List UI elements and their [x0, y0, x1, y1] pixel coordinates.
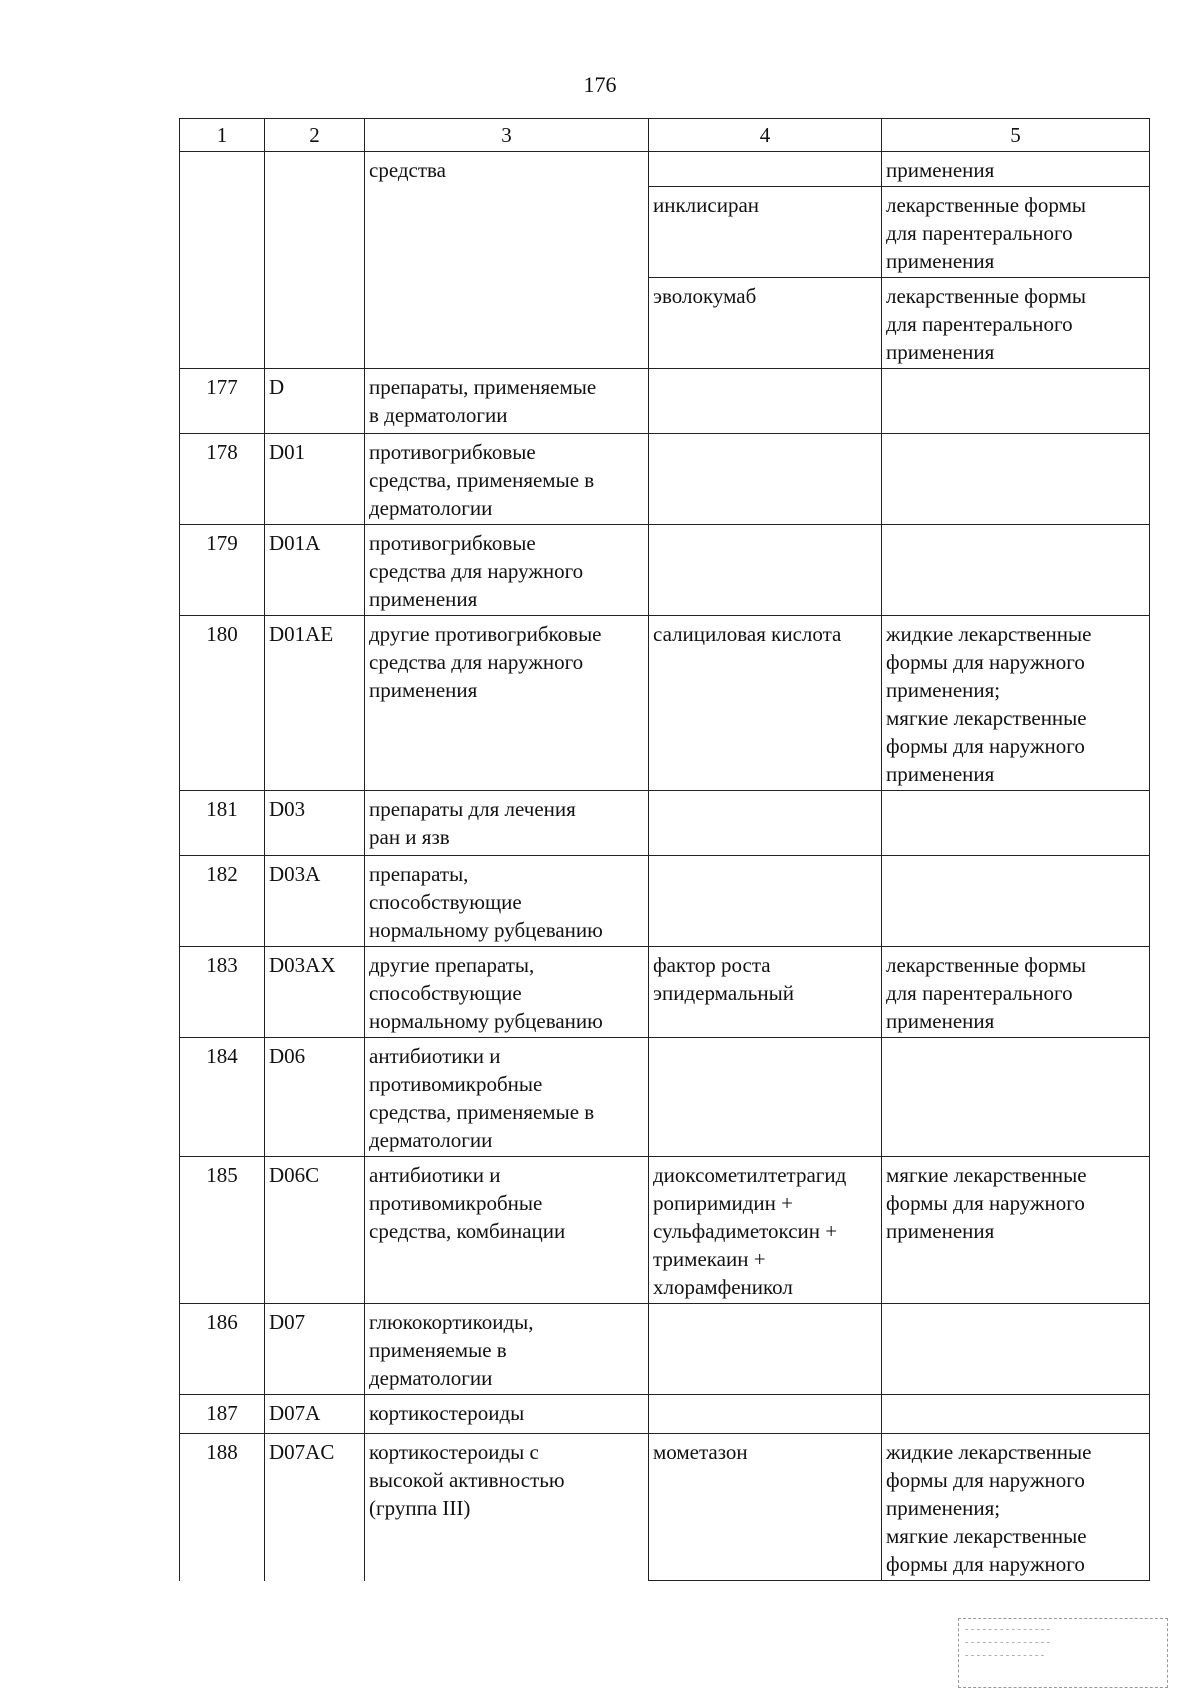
cell-drug: мометазон	[649, 1434, 882, 1581]
table-row	[180, 616, 1150, 791]
table-row	[180, 1434, 1150, 1581]
cell-code	[265, 152, 365, 369]
cell-dosage-form	[882, 369, 1150, 434]
header-cell-2: 2	[265, 119, 365, 152]
cell-number: 183	[180, 947, 265, 1038]
cell-drug: эволокумаб	[649, 278, 882, 369]
table-row	[180, 1157, 1150, 1304]
cell-code: D07AC	[265, 1434, 365, 1581]
cell-code: D01	[265, 434, 365, 525]
cell-dosage-form: жидкие лекарственные формы для наружного применения; мягкие лекарственные формы для наружного применения	[882, 616, 1150, 791]
cell-drug	[649, 525, 882, 616]
cell-dosage-form	[882, 856, 1150, 947]
cell-drug: диоксометилтетрагид ропиримидин + сульфадиметоксин + тримекаин + хлорамфеникол	[649, 1157, 882, 1304]
cell-drug: фактор роста эпидермальный	[649, 947, 882, 1038]
continuation-row	[180, 152, 1150, 187]
cell-group-name: препараты, способствующие нормальному рубцеванию	[365, 856, 649, 947]
table-header-row	[180, 119, 1150, 152]
cell-dosage-form: лекарственные формы для парентерального применения	[882, 278, 1150, 369]
header-cell-3: 3	[365, 119, 649, 152]
table-row	[180, 1304, 1150, 1395]
cell-number: 181	[180, 791, 265, 856]
cell-dosage-form	[882, 1395, 1150, 1434]
table-row	[180, 525, 1150, 616]
cell-drug	[649, 1395, 882, 1434]
cell-code: D06C	[265, 1157, 365, 1304]
cell-number: 186	[180, 1304, 265, 1395]
cell-number: 188	[180, 1434, 265, 1581]
cell-number: 180	[180, 616, 265, 791]
table-row	[180, 791, 1150, 856]
cell-group-name: препараты для лечения ран и язв	[365, 791, 649, 856]
cell-drug	[649, 1038, 882, 1157]
table-row	[180, 369, 1150, 434]
cell-code: D03A	[265, 856, 365, 947]
table-row	[180, 856, 1150, 947]
cell-drug: инклисиран	[649, 187, 882, 278]
cell-code: D	[265, 369, 365, 434]
table-row	[180, 1395, 1150, 1434]
table-row	[180, 434, 1150, 525]
cell-drug	[649, 434, 882, 525]
cell-code: D03	[265, 791, 365, 856]
cell-number: 184	[180, 1038, 265, 1157]
cell-dosage-form	[882, 1304, 1150, 1395]
cell-code: D07	[265, 1304, 365, 1395]
cell-number: 177	[180, 369, 265, 434]
cell-number: 182	[180, 856, 265, 947]
cell-code: D06	[265, 1038, 365, 1157]
cell-group-name: другие препараты, способствующие нормальному рубцеванию	[365, 947, 649, 1038]
cell-group-name: другие противогрибковые средства для наружного применения	[365, 616, 649, 791]
cell-group-name: глюкокортикоиды, применяемые в дерматологии	[365, 1304, 649, 1395]
page-number: 176	[583, 72, 617, 97]
cell-dosage-form	[882, 791, 1150, 856]
cell-dosage-form: лекарственные формы для парентерального применения	[882, 187, 1150, 278]
cell-dosage-form: мягкие лекарственные формы для наружного применения	[882, 1157, 1150, 1304]
cell-group-name: кортикостероиды	[365, 1395, 649, 1434]
cell-group-name: средства	[365, 152, 649, 369]
header-cell-5: 5	[882, 119, 1150, 152]
table-row	[180, 1038, 1150, 1157]
cell-dosage-form: лекарственные формы для парентерального применения	[882, 947, 1150, 1038]
cell-group-name: кортикостероиды с высокой активностью (группа III)	[365, 1434, 649, 1581]
cell-dosage-form	[882, 525, 1150, 616]
cell-group-name: противогрибковые средства, применяемые в дерматологии	[365, 434, 649, 525]
cell-dosage-form	[882, 434, 1150, 525]
document-stamp: - - - - - - - - - - - - - - - - - - - - - - - - - - - - - - - - - - - - - - - - - - - -	[958, 1618, 1168, 1688]
cell-group-name: антибиотики и противомикробные средства, комбинации	[365, 1157, 649, 1304]
cell-drug	[649, 1304, 882, 1395]
cell-number	[180, 152, 265, 369]
cell-code: D01A	[265, 525, 365, 616]
cell-code: D01AE	[265, 616, 365, 791]
cell-drug: салициловая кислота	[649, 616, 882, 791]
cell-group-name: противогрибковые средства для наружного применения	[365, 525, 649, 616]
cell-group-name: антибиотики и противомикробные средства, применяемые в дерматологии	[365, 1038, 649, 1157]
cell-number: 179	[180, 525, 265, 616]
cell-number: 178	[180, 434, 265, 525]
cell-dosage-form: жидкие лекарственные формы для наружного применения; мягкие лекарственные формы для наружного	[882, 1434, 1150, 1581]
header-cell-4: 4	[649, 119, 882, 152]
cell-number: 185	[180, 1157, 265, 1304]
cell-drug	[649, 856, 882, 947]
cell-drug	[649, 791, 882, 856]
cell-drug	[649, 369, 882, 434]
table-row	[180, 947, 1150, 1038]
cell-drug	[649, 152, 882, 187]
cell-code: D03AX	[265, 947, 365, 1038]
cell-number: 187	[180, 1395, 265, 1434]
cell-dosage-form: применения	[882, 152, 1150, 187]
cell-code: D07A	[265, 1395, 365, 1434]
header-cell-1: 1	[180, 119, 265, 152]
drug-list-table	[179, 118, 1150, 1581]
cell-group-name: препараты, применяемые в дерматологии	[365, 369, 649, 434]
cell-dosage-form	[882, 1038, 1150, 1157]
